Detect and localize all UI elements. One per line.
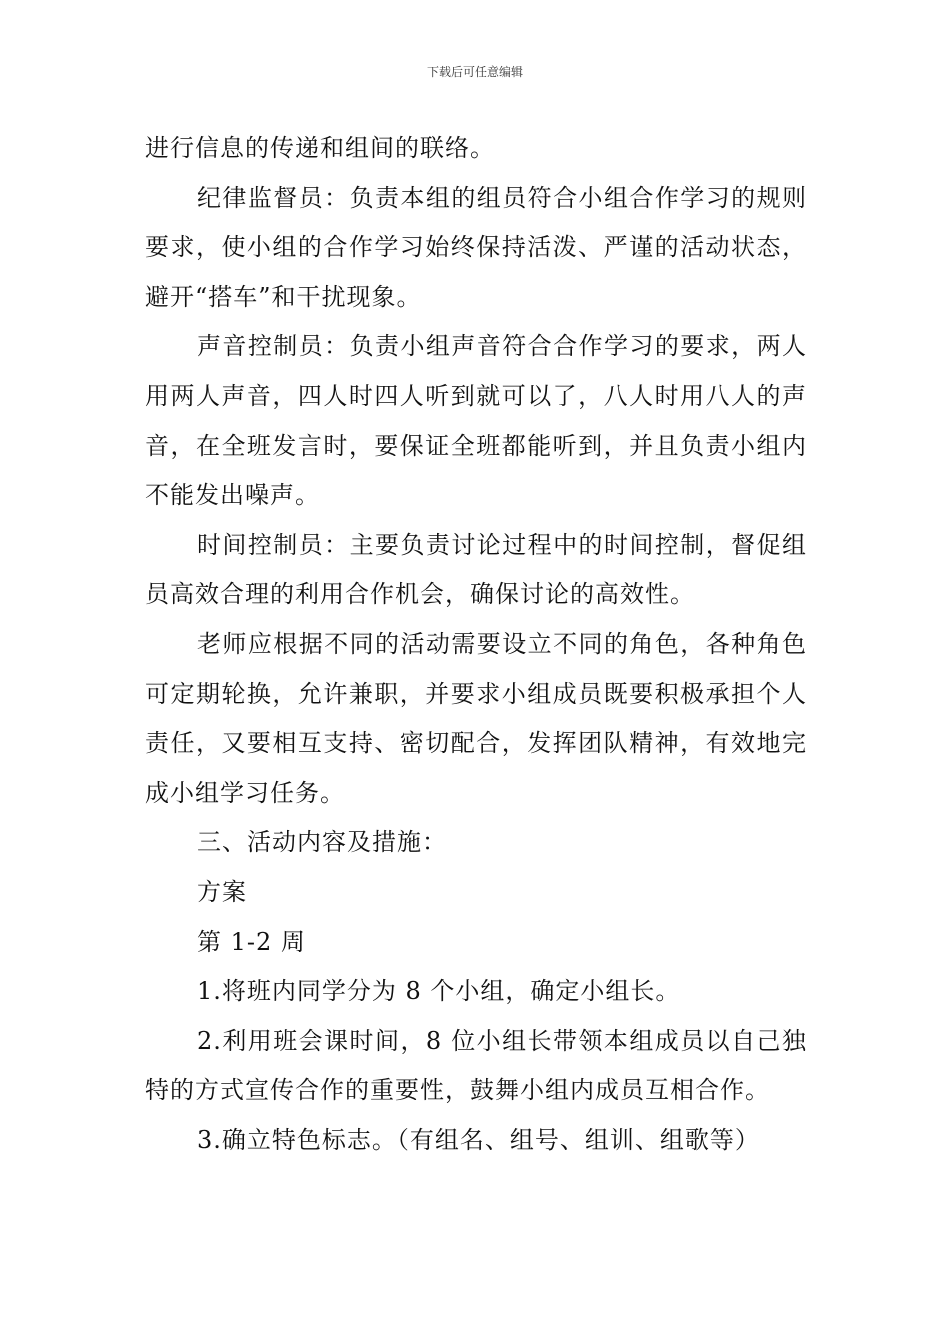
list-item-3: 3.确立特色标志。（有组名、组号、组训、组歌等）	[197, 1125, 760, 1154]
paragraph-time-controller: 时间控制员：主要负责讨论过程中的时间控制，督促组员高效合理的利用合作机会，确保讨论的高效性。	[145, 530, 807, 609]
list-item-2: 2.利用班会课时间，8 位小组长带领本组成员以自己独特的方式宣传合作的重要性，鼓舞小组内成员互相合作。	[145, 1026, 807, 1105]
subheading-plan: 方案	[197, 877, 247, 906]
subheading-weeks: 第 1-2 周	[197, 927, 306, 956]
list-item-1: 1.将班内同学分为 8 个小组，确定小组长。	[197, 977, 681, 1006]
paragraph-volume-controller: 声音控制员：负责小组声音符合合作学习的要求，两人用两人声音，四人时四人听到就可以了，八人时用八人的声音，在全班发言时，要保证全班都能听到，并且负责小组内不能发出噪声。	[145, 332, 807, 510]
document-body	[145, 124, 807, 1165]
paragraph-teacher-roles: 老师应根据不同的活动需要设立不同的角色，各种角色可定期轮换，允许兼职，并要求小组成员既要积极承担个人责任，又要相互支持、密切配合，发挥团队精神，有效地完成小组学习任务。	[145, 629, 807, 807]
section-heading-activities: 三、活动内容及措施：	[197, 828, 447, 857]
page-header: 下载后可任意编辑	[426, 65, 523, 79]
paragraph-info-relay: 进行信息的传递和组间的联络。	[145, 134, 495, 162]
paragraph-discipline-monitor: 纪律监督员：负责本组的组员符合小组合作学习的规则要求，使小组的合作学习始终保持活泼、严谨的活动状态，避开“搭车”和干扰现象。	[145, 183, 807, 311]
